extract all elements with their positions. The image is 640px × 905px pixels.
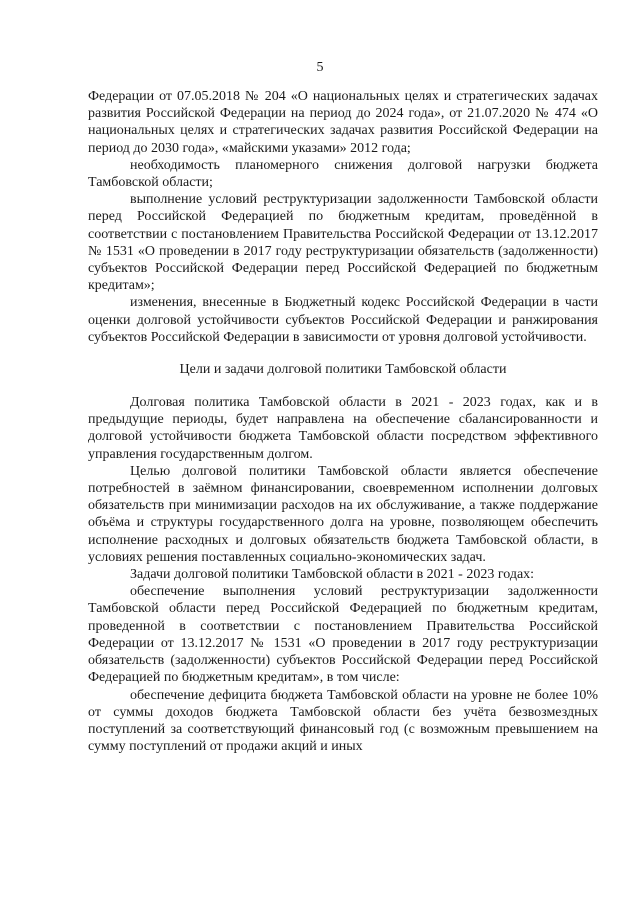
- paragraph: Федерации от 07.05.2018 № 204 «О национальных целях и стратегических задачах развития Российской Федерации на период до 2024 года», от 21.07.2020 № 474 «О национальных целях и стратегических задачах развития Российской Федерации на период до 2030 года», «майскими указами» 2012 года;: [88, 89, 598, 156]
- paragraph: Долговая политика Тамбовской области в 2021 - 2023 годах, как и в предыдущие периоды, будет направлена на обеспечение сбалансированности и долговой устойчивости бюджета Тамбовской области посредством эффективного управления государственным долгом.: [88, 395, 598, 462]
- section-heading: Цели и задачи долговой политики Тамбовской области: [179, 362, 507, 378]
- paragraph: изменения, внесенные в Бюджетный кодекс Российской Федерации в части оценки долговой устойчивости субъектов Российской Федерации и ранжирования субъектов Российской Федерации в зависимости от уровня долговой устойчивости.: [88, 295, 598, 345]
- paragraph: обеспечение дефицита бюджета Тамбовской области на уровне не более 10% от суммы доходов бюджета Тамбовской области без учёта безвозмездных поступлений за соответствующий финансовый год (с возможным превышением на сумму поступлений от продажи акций и иных: [88, 687, 598, 755]
- page-number: 5: [316, 60, 324, 75]
- paragraph: необходимость планомерного снижения долговой нагрузки бюджета Тамбовской области;: [88, 157, 598, 191]
- paragraph: Целью долговой политики Тамбовской области является обеспечение потребностей в заёмном финансировании, своевременном исполнении долговых обязательств при минимизации расходов на их обслуживание, а также поддержание объёма и структуры государственного долга на уровне, позволяющем обеспечить исполнение расходных и долговых обязательств бюджета Тамбовской области, в условиях решения поставленных социально-экономических задач.: [88, 463, 598, 565]
- paragraph: Задачи долговой политики Тамбовской области в 2021 - 2023 годах:: [130, 567, 535, 583]
- document-body: [88, 88, 598, 755]
- paragraph: обеспечение выполнения условий реструктуризации задолженности Тамбовской области перед Российской Федерацией по бюджетным кредитам, проведенной в соответствии с постановлением Правительства Российской Федерации от 13.12.2017 № 1531 «О проведении в 2017 году реструктуризации обязательств (задолженности) субъектов Российской Федерации перед Российской Федерацией по бюджетным кредитам», в том числе:: [88, 584, 598, 686]
- paragraph: выполнение условий реструктуризации задолженности Тамбовской области перед Российской Федерацией по бюджетным кредитам, проведённой в соответствии с постановлением Правительства Российской Федерации от 13.12.2017 № 1531 «О проведении в 2017 году реструктуризации обязательств (задолженности) субъектов Российской Федерации перед Российской Федерацией по бюджетным кредитам»;: [88, 192, 598, 294]
